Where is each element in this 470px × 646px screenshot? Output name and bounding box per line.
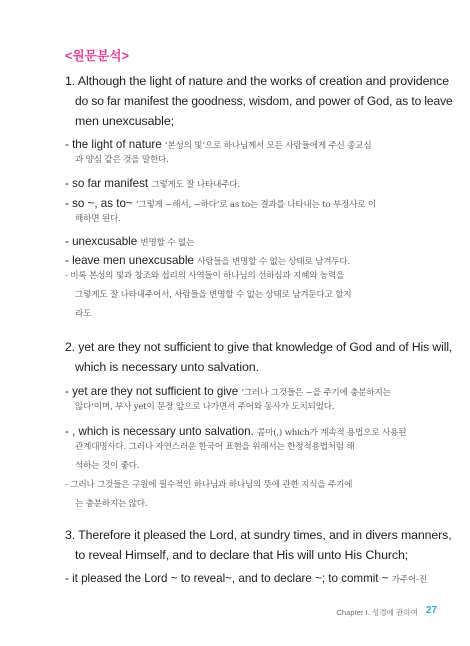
- note-term: - leave men unexcusable: [65, 254, 198, 267]
- clause-2-line-2: which is necessary unto salvation.: [75, 360, 259, 374]
- note-light-of-nature-cont: 과 양심 같은 것을 말한다.: [75, 155, 169, 165]
- note-text: 그렇게도 잘 나타내주다.: [151, 180, 240, 190]
- note-term: - it pleased the Lord ~ to reveal~, and to declare ~; to commit ~: [65, 572, 392, 585]
- clause-2-line-1: 2. yet are they not sufficient to give that knowledge of God and of His will,: [65, 340, 453, 354]
- page-footer: [0, 607, 470, 621]
- note-text: 변명할 수 없는: [140, 238, 195, 248]
- note-yet-are-they-cont: 않다’이며, 부사 yet이 문장 앞으로 나가면서 주어와 동사가 도치되었다.: [75, 402, 335, 412]
- clause-3-line-2: to reveal Himself, and to declare that His will unto His Church;: [75, 548, 409, 562]
- note-text: ‘본성의 빛’으로 하나님께서 모든 사람들에게 주신 종교심: [164, 141, 372, 151]
- note-which-is-necessary-cont-1: 관계대명사다. 그러나 자연스러운 한국어 표현을 위해서는 한정적용법처럼 해: [75, 442, 355, 452]
- chapter-label: Chapter I. 성경에 관하여: [336, 608, 418, 617]
- translation-1-line-2: 그렇게도 잘 나타내주어서, 사람들을 변명할 수 없는 상태로 남겨둔다고 할지: [75, 290, 352, 300]
- note-term: - so far manifest: [65, 177, 152, 190]
- note-so-as-to-cont: 해하면 된다.: [75, 214, 121, 224]
- note-text: ‘그러나 그것들은 ~을 주기에 충분하지는: [241, 388, 391, 398]
- translation-2-line-2: 는 충분하지는 않다.: [75, 499, 148, 509]
- translation-2-line-1: - 그러나 그것들은 구원에 필수적인 하나님과 하나님의 뜻에 관한 지식을 주기에: [65, 480, 353, 490]
- note-text: ‘그렇게 ~해서, ~하다’로 as to는 결과를 나타내는 to 부정사로 이: [135, 200, 376, 210]
- note-unexcusable: [65, 230, 194, 251]
- note-term: - , which is necessary unto salvation.: [65, 425, 258, 438]
- note-so-as-to: [65, 192, 376, 213]
- note-light-of-nature: [65, 133, 372, 154]
- translation-1-line-1: - 비록 본성의 빛과 창조와 섭리의 사역들이 하나님의 선하심과 지혜와 능력을: [65, 271, 345, 281]
- note-text: 가주어-진: [391, 575, 427, 585]
- note-term: - yet are they not sufficient to give: [65, 385, 242, 398]
- note-which-is-necessary-cont-2: 석하는 것이 좋다.: [75, 461, 140, 471]
- note-which-is-necessary: [65, 420, 406, 441]
- note-leave-men-unexcusable: [65, 249, 350, 270]
- note-text: 사람들을 변명할 수 없는 상태로 남겨두다.: [197, 257, 351, 267]
- translation-1-line-3: 라도: [75, 309, 92, 319]
- clause-1-line-2: do so far manifest the goodness, wisdom, and power of God, as to leave: [75, 94, 453, 108]
- note-yet-are-they: [65, 380, 391, 401]
- note-so-far-manifest: [65, 172, 240, 193]
- note-text: 콤마(,) which가 계속적 용법으로 사용된: [257, 428, 407, 438]
- page-number: 27: [426, 605, 438, 616]
- clause-3-line-1: 3. Therefore it pleased the Lord, at sundry times, and in divers manners,: [65, 528, 452, 542]
- note-term: - so ~, as to~: [65, 197, 136, 210]
- clause-1-line-1: 1. Although the light of nature and the works of creation and providence: [65, 74, 450, 88]
- section-title: <원문분석>: [65, 49, 130, 63]
- clause-1-line-3: men unexcusable;: [75, 114, 174, 128]
- note-it-pleased-the-lord: [65, 567, 427, 588]
- note-term: - the light of nature: [65, 138, 165, 151]
- note-term: - unexcusable: [65, 235, 141, 248]
